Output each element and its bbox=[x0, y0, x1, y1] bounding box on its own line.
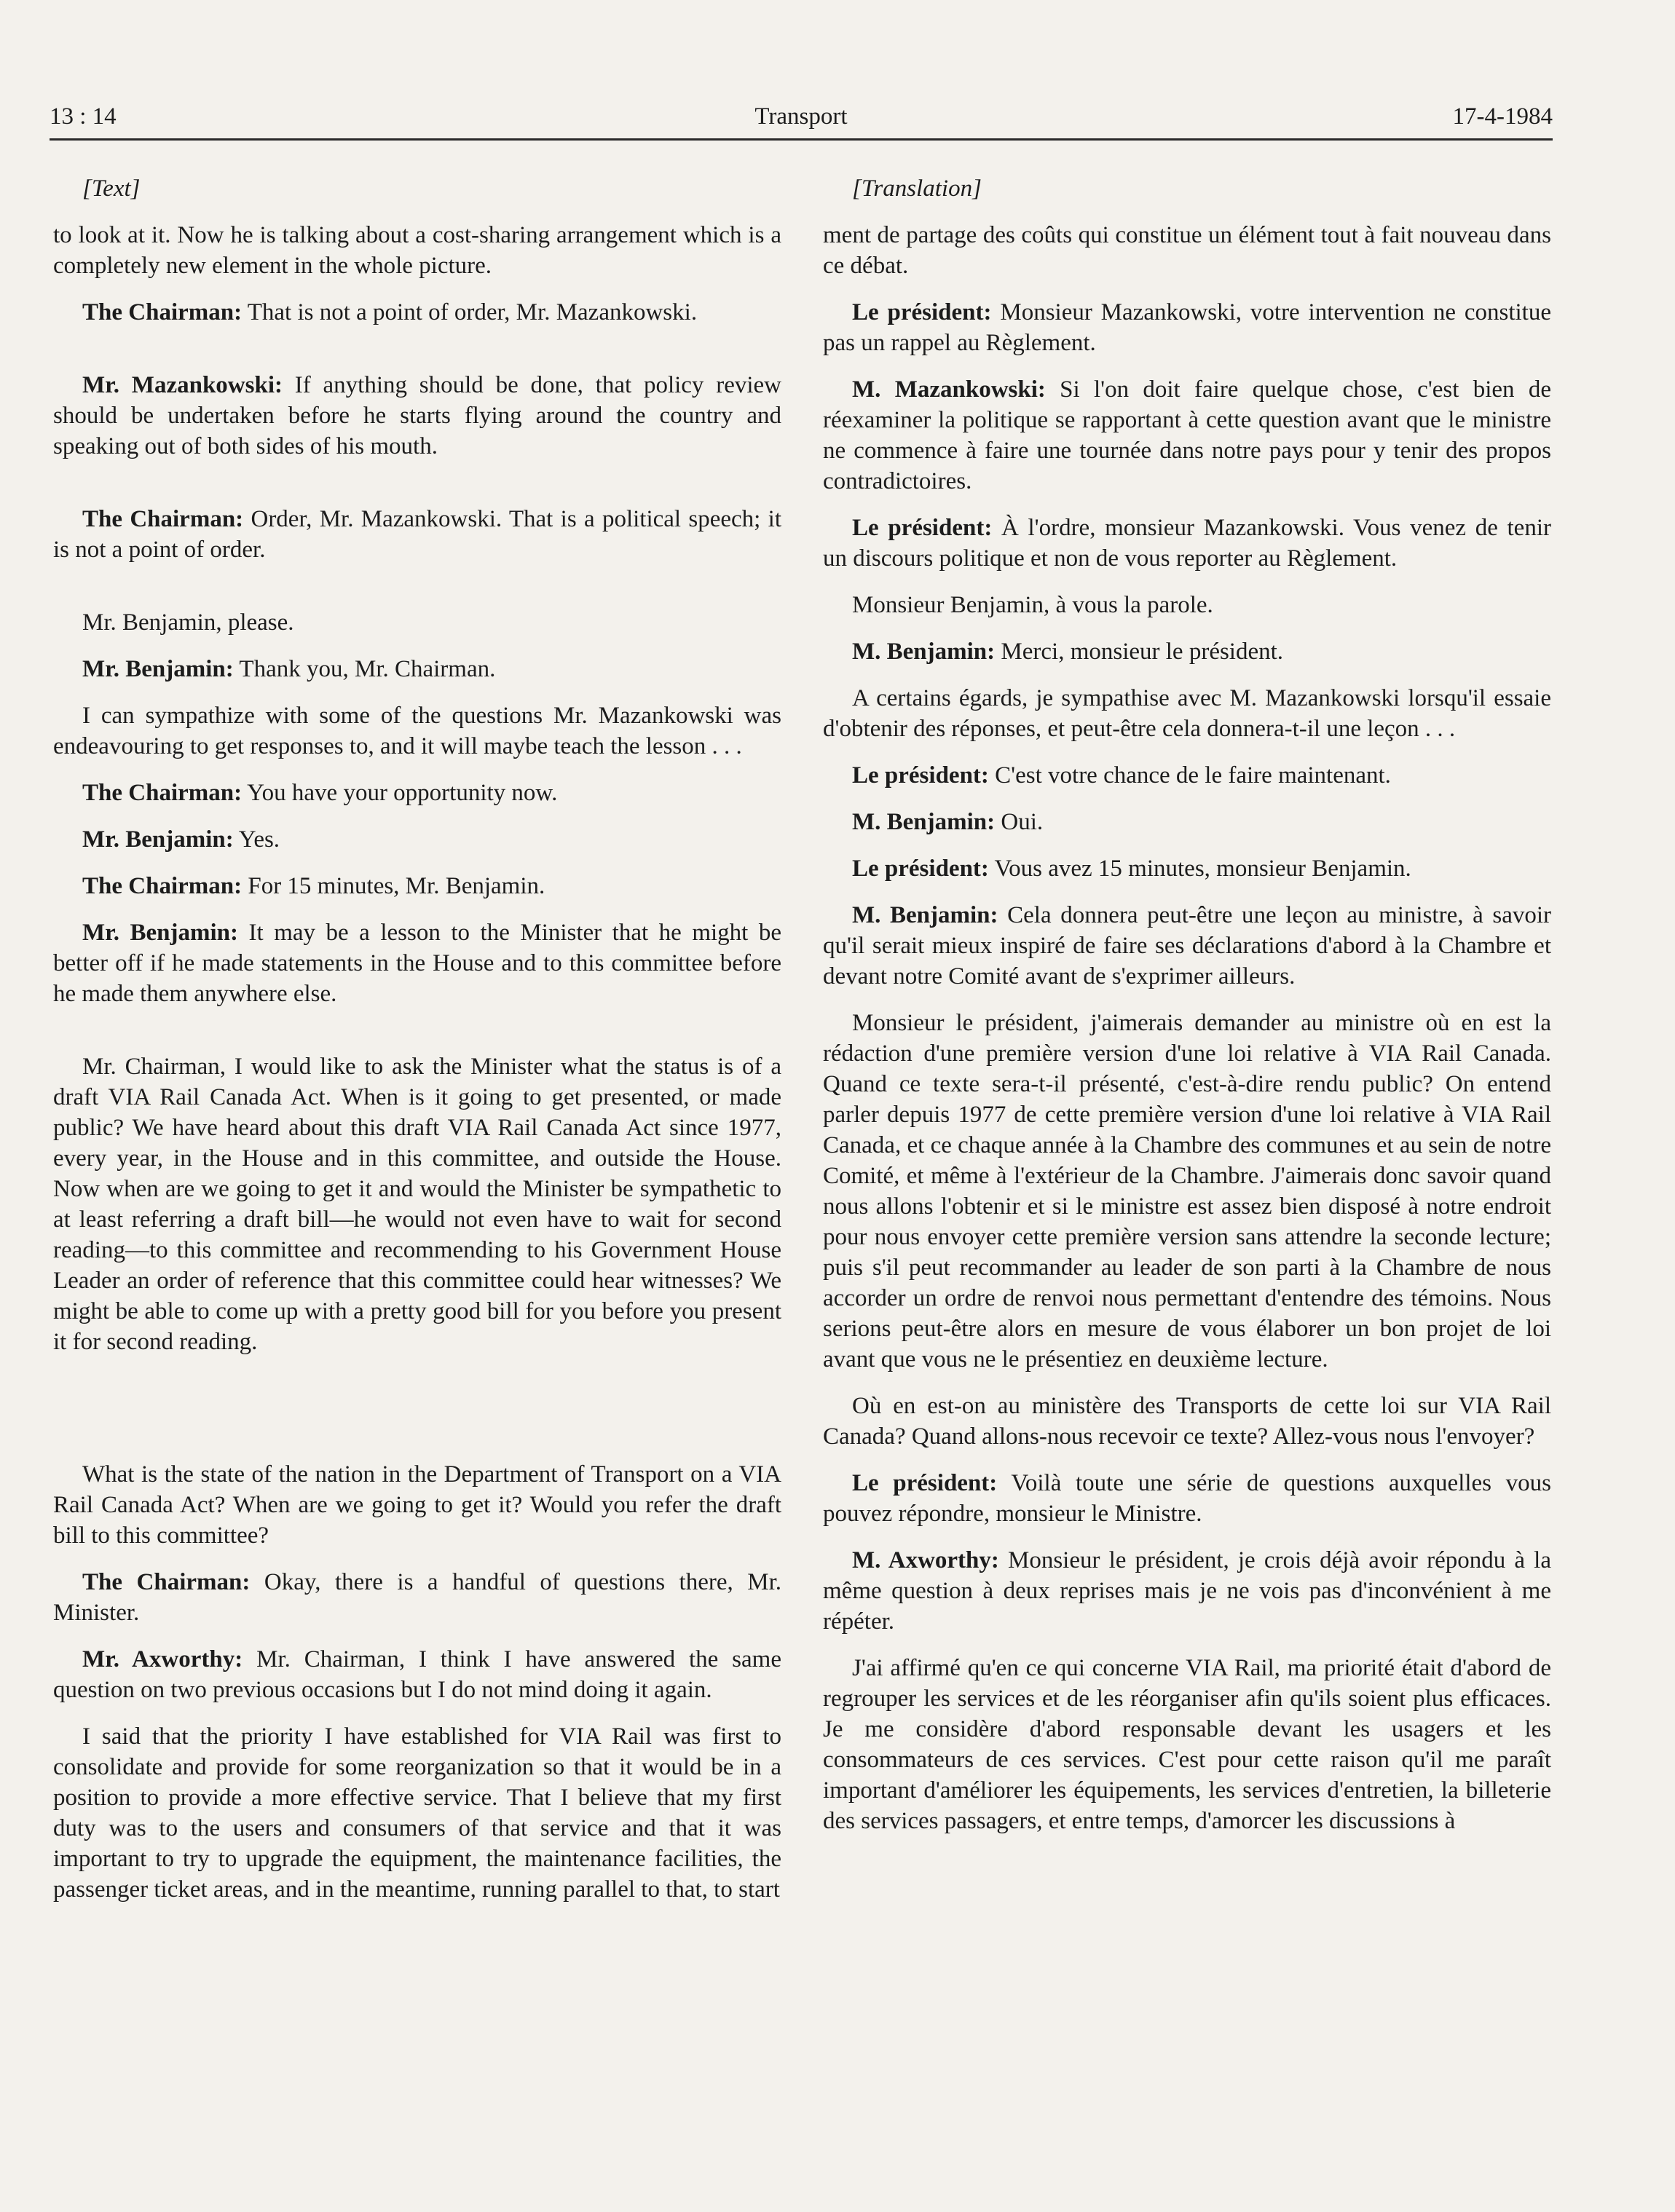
speaker-name: The Chairman: bbox=[82, 780, 243, 806]
column-label: [Text] bbox=[82, 175, 141, 202]
speaker-name: The Chairman: bbox=[82, 1569, 251, 1595]
paragraph: The Chairman: Okay, there is a handful of questions there, Mr. Minister. bbox=[53, 1569, 782, 1626]
paragraph: M. Mazankowski: Si l'on doit faire quelque chose, c'est bien de réexaminer la politique se rapportant à cette question avant que le ministre ne commence à faire une tournée dans notre pays pour y tenir des propos contradictoires. bbox=[823, 376, 1551, 494]
paragraph: The Chairman: You have your opportunity now. bbox=[82, 780, 558, 806]
speaker-name: Le président: bbox=[852, 299, 992, 325]
paragraph: Monsieur le président, j'aimerais demander au ministre où en est la rédaction d'une première version d'une loi relative à VIA Rail Canada. Quand ce texte sera-t-il présenté, c'est-à-dire rendu public? On entend parler depuis 1977 de cette première version d'une loi relative à VIA Rail Canada, et ce chaque année à la Chambre des communes et au sein de notre Comité, et même à l'extérieur de la Chambre. J'aimerais donc savoir quand nous allons l'obtenir et si le ministre est assez bien disposé à notre endroit pour nous envoyer cette première version sans attendre la seconde lecture; puis s'il peut recommander au leader de son parti à la Chambre de nous accorder un ordre de renvoi nous permettant d'entendre des témoins. Nous serions peut-être alors en mesure de vous élaborer un bon projet de loi avant que vous ne le présentiez en deuxième lecture. bbox=[823, 1010, 1551, 1372]
paragraph: to look at it. Now he is talking about a cost-sharing arrangement which is a completely new element in the whole picture. bbox=[53, 222, 781, 279]
speaker-name: Le président: bbox=[852, 856, 989, 882]
speaker-name: M. Mazankowski: bbox=[852, 376, 1046, 403]
english-column bbox=[53, 173, 781, 1921]
paragraph: Le président: Vous avez 15 minutes, monsieur Benjamin. bbox=[852, 856, 1411, 882]
paragraph: Mr. Benjamin, please. bbox=[82, 609, 294, 636]
page-date: 17-4-1984 bbox=[1452, 103, 1553, 130]
speaker-name: The Chairman: bbox=[82, 299, 243, 325]
paragraph: Le président: C'est votre chance de le faire maintenant. bbox=[852, 762, 1391, 789]
paragraph: A certains égards, je sympathise avec M. Mazankowski lorsqu'il essaie d'obtenir des réponses, et peut-être cela donnera-t-il une leçon . . . bbox=[823, 685, 1551, 742]
paragraph: What is the state of the nation in the Department of Transport on a VIA Rail Canada Act? When are we going to get it? Would you refer the draft bill to this committee? bbox=[53, 1461, 781, 1549]
speaker-name: M. Benjamin: bbox=[852, 639, 996, 665]
paragraph: ment de partage des coûts qui constitue un élément tout à fait nouveau dans ce débat. bbox=[823, 222, 1551, 279]
page-number: 13 : 14 bbox=[50, 103, 117, 130]
paragraph: The Chairman: For 15 minutes, Mr. Benjamin. bbox=[82, 873, 545, 899]
paragraph: Monsieur Benjamin, à vous la parole. bbox=[852, 592, 1213, 618]
speaker-name: Le président: bbox=[852, 1470, 998, 1496]
speaker-name: The Chairman: bbox=[82, 506, 244, 532]
speaker-name: The Chairman: bbox=[82, 873, 243, 899]
speaker-name: Le président: bbox=[852, 515, 993, 541]
paragraph: I said that the priority I have established for VIA Rail was first to consolidate and provide for some reorganization so that it would be in a position to provide a more effective service. That I believe that my first duty was to the users and consumers of that service and that it was important to try to upgrade the equipment, the maintenance facilities, the passenger ticket areas, and in the meantime, running parallel to that, to start bbox=[53, 1723, 781, 1903]
paragraph: M. Benjamin: Merci, monsieur le président. bbox=[852, 639, 1284, 665]
paragraph: Mr. Benjamin: Thank you, Mr. Chairman. bbox=[82, 656, 496, 682]
paragraph: Mr. Mazankowski: If anything should be done, that policy review should be undertaken before he starts flying around the country and speaking out of both sides of his mouth. bbox=[53, 372, 781, 459]
speaker-name: M. Benjamin: bbox=[852, 809, 996, 835]
paragraph: M. Benjamin: Cela donnera peut-être une leçon au ministre, à savoir qu'il serait mieux inspiré de faire ses déclarations d'abord à la Chambre et devant notre Comité avant de s'exprimer ailleurs. bbox=[823, 902, 1551, 990]
paragraph: M. Benjamin: Oui. bbox=[852, 809, 1044, 835]
paragraph: Mr. Axworthy: Mr. Chairman, I think I have answered the same question on two previous occasions but I do not mind doing it again. bbox=[53, 1646, 781, 1703]
speaker-name: Mr. Mazankowski: bbox=[82, 372, 283, 398]
page-header bbox=[50, 100, 1553, 141]
speaker-name: M. Axworthy: bbox=[852, 1547, 999, 1573]
speaker-name: Mr. Benjamin: bbox=[82, 826, 234, 853]
paragraph: Le président: À l'ordre, monsieur Mazankowski. Vous venez de tenir un discours politique et non de vous reporter au Règlement. bbox=[823, 515, 1551, 572]
speaker-name: M. Benjamin: bbox=[852, 902, 998, 928]
paragraph: Mr. Benjamin: It may be a lesson to the Minister that he might be better off if he made statements in the House and to this committee before he made them anywhere else. bbox=[53, 920, 781, 1007]
paragraph: M. Axworthy: Monsieur le président, je crois déjà avoir répondu à la même question à deux reprises mais je ne vois pas d'inconvénient à me répéter. bbox=[823, 1547, 1551, 1635]
paragraph: Le président: Voilà toute une série de questions auxquelles vous pouvez répondre, monsieur le Ministre. bbox=[823, 1470, 1551, 1527]
paragraph: Où en est-on au ministère des Transports de cette loi sur VIA Rail Canada? Quand allons-nous recevoir ce texte? Allez-vous nous l'envoyer? bbox=[823, 1393, 1551, 1450]
paragraph: I can sympathize with some of the questions Mr. Mazankowski was endeavouring to get responses to, and it will maybe teach the lesson . . . bbox=[53, 703, 781, 759]
speaker-name: Mr. Benjamin: bbox=[82, 920, 239, 946]
page-title: Transport bbox=[754, 103, 848, 130]
speaker-name: Le président: bbox=[852, 762, 989, 789]
paragraph: The Chairman: Order, Mr. Mazankowski. That is a political speech; it is not a point of order. bbox=[53, 506, 782, 563]
column-label: [Translation] bbox=[852, 175, 982, 202]
speaker-name: Mr. Axworthy: bbox=[82, 1646, 243, 1672]
paragraph: Mr. Chairman, I would like to ask the Minister what the status is of a draft VIA Rail Canada Act. When is it going to get presented, or made public? We have heard about this draft VIA Rail Canada Act since 1977, every year, in the House and in this committee, and outside the House. Now when are we going to get it and would the Minister be sympathetic to at least referring a draft bill—he would not even have to wait for second reading—to this committee and recommending to his Government House Leader an order of reference that this committee could hear witnesses? We might be able to come up with a pretty good bill for you before you present it for second reading. bbox=[53, 1054, 781, 1355]
french-column bbox=[823, 173, 1551, 1852]
paragraph: The Chairman: That is not a point of order, Mr. Mazankowski. bbox=[82, 299, 698, 325]
paragraph: J'ai affirmé qu'en ce qui concerne VIA Rail, ma priorité était d'abord de regrouper les services et de les réorganiser afin qu'ils soient plus efficaces. Je me considère d'abord responsable devant les usagers et les consommateurs de ces services. C'est pour cette raison qu'il me paraît important d'améliorer les équipements, les services d'entretien, la billeterie des services passagers, et entre temps, d'amorcer les discussions à bbox=[823, 1655, 1551, 1834]
paragraph: Mr. Benjamin: Yes. bbox=[82, 826, 280, 853]
speaker-name: Mr. Benjamin: bbox=[82, 656, 234, 682]
paragraph: Le président: Monsieur Mazankowski, votre intervention ne constitue pas un rappel au Règlement. bbox=[823, 299, 1551, 356]
